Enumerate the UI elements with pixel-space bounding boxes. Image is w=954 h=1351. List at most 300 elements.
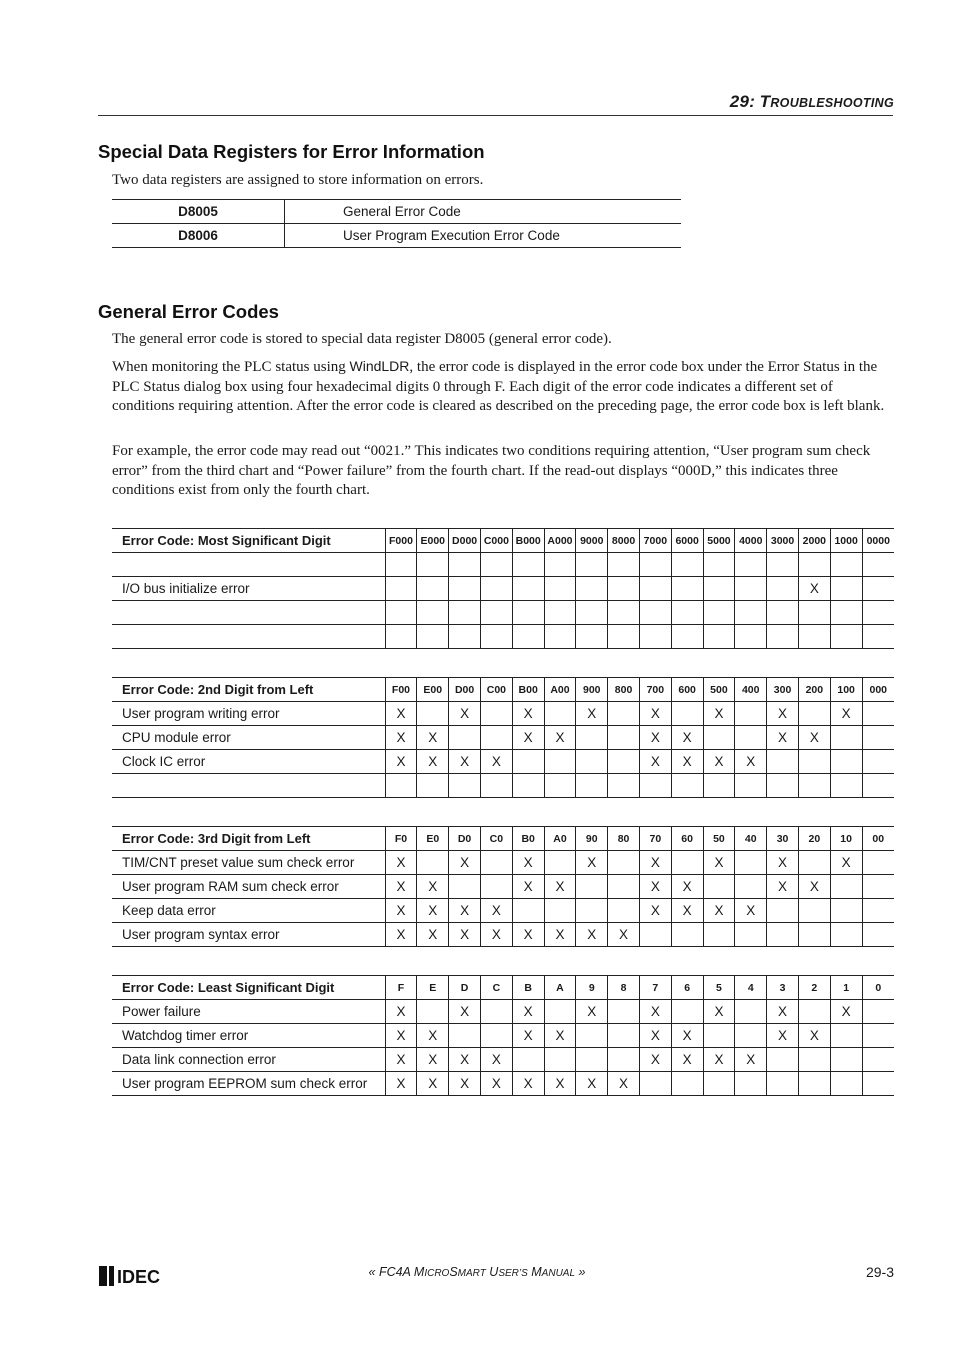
error-mark-cell [480,625,512,649]
table-header-row [112,827,894,851]
error-condition-label: Power failure [112,1000,385,1024]
column-header: 90 [576,827,608,851]
error-condition-label: User program RAM sum check error [112,875,385,899]
error-mark-cell: X [544,923,576,947]
error-mark-cell [767,923,799,947]
error-mark-cell: X [798,726,830,750]
table-row [112,1024,894,1048]
register-row [112,200,681,224]
table-row [112,774,894,798]
error-mark-cell: X [512,851,544,875]
error-mark-cell [767,1048,799,1072]
column-header: 3 [767,976,799,1000]
error-mark-cell [608,750,640,774]
error-mark-cell: X [480,750,512,774]
error-mark-cell [480,1000,512,1024]
error-mark-cell: X [798,875,830,899]
error-mark-cell [767,577,799,601]
column-header: 300 [767,678,799,702]
error-mark-cell: X [639,1000,671,1024]
error-mark-cell: X [480,1072,512,1096]
error-mark-cell: X [544,726,576,750]
error-mark-cell [544,702,576,726]
error-mark-cell [703,726,735,750]
error-mark-cell: X [703,702,735,726]
error-mark-cell [767,774,799,798]
column-header: C0 [480,827,512,851]
error-condition-label: User program syntax error [112,923,385,947]
error-mark-cell [608,1048,640,1072]
error-condition-label: Clock IC error [112,750,385,774]
column-header: E00 [417,678,449,702]
error-mark-cell [544,1000,576,1024]
error-mark-cell [480,851,512,875]
windldr-product-name: WindLDR [349,358,410,374]
error-mark-cell [449,1024,481,1048]
column-header: 4 [735,976,767,1000]
column-header: 3000 [767,529,799,553]
error-codes-paragraph-3: For example, the error code may read out “0021.” This indicates two conditions requiring attention, “User program sum check error” from the third chart and “Power failure” from the fourth chart. If the read-out displays “000D,” this indicates three conditions exist from only the fourth chart. [112,443,871,498]
section-heading-registers: Special Data Registers for Error Information [98,141,485,162]
error-mark-cell [639,601,671,625]
error-mark-cell: X [735,750,767,774]
error-mark-cell [512,553,544,577]
column-header: B000 [512,529,544,553]
error-mark-cell [798,702,830,726]
error-mark-cell: X [703,750,735,774]
error-mark-cell: X [576,923,608,947]
error-mark-cell: X [449,1000,481,1024]
error-mark-cell: X [512,1072,544,1096]
error-mark-cell [671,1000,703,1024]
error-mark-cell [671,625,703,649]
error-mark-cell [735,577,767,601]
error-condition-label: Data link connection error [112,1048,385,1072]
error-mark-cell: X [449,702,481,726]
error-mark-cell [862,875,894,899]
error-mark-cell [798,601,830,625]
error-mark-cell: X [512,1000,544,1024]
error-mark-cell: X [417,923,449,947]
error-mark-cell [639,577,671,601]
error-mark-cell: X [480,899,512,923]
error-mark-cell [767,1072,799,1096]
error-mark-cell [417,702,449,726]
error-mark-cell [798,1000,830,1024]
table-row [112,726,894,750]
error-mark-cell: X [417,726,449,750]
error-mark-cell: X [639,851,671,875]
error-mark-cell: X [385,1072,417,1096]
table-row [112,750,894,774]
error-mark-cell: X [798,1024,830,1048]
error-mark-cell: X [576,851,608,875]
error-condition-label: User program EEPROM sum check error [112,1072,385,1096]
column-header: 0 [862,976,894,1000]
error-mark-cell [639,774,671,798]
error-mark-cell [608,625,640,649]
error-mark-cell [735,1024,767,1048]
error-mark-cell [830,625,862,649]
error-mark-cell [798,923,830,947]
error-mark-cell [830,726,862,750]
error-mark-cell [862,702,894,726]
column-header: 9 [576,976,608,1000]
error-mark-cell [512,774,544,798]
error-mark-cell [735,601,767,625]
error-mark-cell [798,750,830,774]
error-mark-cell: X [417,1072,449,1096]
error-mark-cell [830,1024,862,1048]
error-condition-label: Keep data error [112,899,385,923]
error-mark-cell [608,875,640,899]
error-mark-cell [703,875,735,899]
column-header: 100 [830,678,862,702]
error-mark-cell [767,553,799,577]
error-mark-cell [385,774,417,798]
column-header: E000 [417,529,449,553]
error-mark-cell: X [576,1072,608,1096]
error-mark-cell [385,625,417,649]
column-header: C00 [480,678,512,702]
error-mark-cell: X [417,899,449,923]
error-mark-cell [608,726,640,750]
error-mark-cell: X [417,875,449,899]
error-mark-cell [608,553,640,577]
error-mark-cell [544,750,576,774]
error-mark-cell [798,553,830,577]
error-mark-cell: X [576,1000,608,1024]
error-mark-cell: X [671,899,703,923]
table-title: Error Code: Least Significant Digit [112,976,385,1000]
column-header: E [417,976,449,1000]
error-mark-cell [639,625,671,649]
error-mark-cell [576,625,608,649]
error-mark-cell: X [449,1072,481,1096]
error-mark-cell [480,726,512,750]
error-mark-cell [862,923,894,947]
error-mark-cell: X [703,851,735,875]
table-header-row [112,678,894,702]
error-mark-cell: X [480,1048,512,1072]
column-header: 20 [798,827,830,851]
table-row [112,702,894,726]
error-mark-cell [671,774,703,798]
error-mark-cell: X [703,1048,735,1072]
error-code-table [112,975,894,1096]
logo-text: IDEC [117,1267,161,1287]
error-mark-cell [735,923,767,947]
error-mark-cell [417,601,449,625]
error-mark-cell [830,923,862,947]
error-mark-cell [576,875,608,899]
error-mark-cell: X [639,875,671,899]
error-mark-cell [862,625,894,649]
column-header: F000 [385,529,417,553]
column-header: 2000 [798,529,830,553]
header-rule [98,115,893,116]
footer-sc2: MART [457,1268,486,1279]
error-mark-cell: X [798,577,830,601]
error-mark-cell [417,774,449,798]
error-mark-cell [703,923,735,947]
error-mark-cell [703,1072,735,1096]
error-mark-cell [544,899,576,923]
error-condition-label [112,774,385,798]
column-header: 30 [767,827,799,851]
error-mark-cell [608,702,640,726]
error-mark-cell: X [417,1024,449,1048]
column-header: 7 [639,976,671,1000]
error-mark-cell: X [767,875,799,899]
error-mark-cell [576,553,608,577]
error-mark-cell [417,625,449,649]
error-mark-cell [480,875,512,899]
error-mark-cell [767,601,799,625]
error-mark-cell [703,601,735,625]
error-mark-cell [735,702,767,726]
p2-after: , the error code is displayed in the error code box under the Error Status in the PLC Status dialog box using four hexadecimal digits 0 through F. Each digit of the error code indicates a different set of conditions requiring attention. After the error code is cleared as described on the preceding page, the error code box is left blank. [112,359,885,414]
error-mark-cell: X [671,750,703,774]
error-mark-cell [671,601,703,625]
column-header: 40 [735,827,767,851]
column-header: 0000 [862,529,894,553]
error-mark-cell: X [480,923,512,947]
column-header: 80 [608,827,640,851]
error-mark-cell: X [671,1024,703,1048]
error-mark-cell [735,726,767,750]
error-mark-cell [862,899,894,923]
column-header: 00 [862,827,894,851]
error-mark-cell: X [512,923,544,947]
footer-open: « FC4A M [368,1265,425,1279]
error-mark-cell [544,1048,576,1072]
error-mark-cell [449,774,481,798]
error-mark-cell [830,750,862,774]
error-mark-cell [735,553,767,577]
error-mark-cell [862,726,894,750]
error-mark-cell [703,577,735,601]
error-mark-cell: X [767,851,799,875]
column-header: 5 [703,976,735,1000]
column-header: 600 [671,678,703,702]
error-mark-cell [830,553,862,577]
register-id: D8005 [112,200,285,224]
error-mark-cell [608,1000,640,1024]
error-mark-cell [639,923,671,947]
error-mark-cell [798,625,830,649]
error-mark-cell [417,577,449,601]
error-mark-cell [830,875,862,899]
error-mark-cell [767,625,799,649]
error-mark-cell [576,1048,608,1072]
column-header: 000 [862,678,894,702]
error-mark-cell: X [544,1024,576,1048]
error-mark-cell: X [671,726,703,750]
error-mark-cell [830,899,862,923]
error-mark-cell: X [639,702,671,726]
section-heading-error-codes: General Error Codes [98,301,279,322]
table-row [112,899,894,923]
column-header: B [512,976,544,1000]
error-mark-cell [608,774,640,798]
table-row [112,851,894,875]
error-mark-cell: X [735,899,767,923]
error-mark-cell [576,577,608,601]
error-mark-cell [544,774,576,798]
error-mark-cell [385,577,417,601]
error-mark-cell: X [767,702,799,726]
column-header: 9000 [576,529,608,553]
footer-s: S [449,1265,458,1279]
error-mark-cell [417,851,449,875]
column-header: 900 [576,678,608,702]
footer-manual-title [0,1265,954,1279]
footer-u: U [485,1265,499,1279]
error-mark-cell [512,577,544,601]
error-mark-cell [671,923,703,947]
error-mark-cell [576,601,608,625]
error-mark-cell: X [449,923,481,947]
error-mark-cell [417,1000,449,1024]
error-condition-label [112,625,385,649]
error-mark-cell [798,851,830,875]
error-mark-cell: X [512,875,544,899]
error-mark-cell: X [639,726,671,750]
p2-before: When monitoring the PLC status using [112,359,350,375]
error-mark-cell [608,899,640,923]
column-header: 2 [798,976,830,1000]
error-mark-cell: X [385,1048,417,1072]
error-mark-cell: X [639,1024,671,1048]
error-mark-cell [798,1072,830,1096]
error-mark-cell [671,851,703,875]
error-mark-cell: X [512,1024,544,1048]
error-mark-cell [830,774,862,798]
error-mark-cell: X [608,1072,640,1096]
error-mark-cell [385,553,417,577]
error-mark-cell [480,553,512,577]
column-header: 50 [703,827,735,851]
footer-close: » [575,1265,586,1279]
register-table [112,199,681,248]
error-mark-cell [449,577,481,601]
error-mark-cell [449,875,481,899]
error-mark-cell: X [830,702,862,726]
register-description: User Program Execution Error Code [285,224,682,248]
column-header: B00 [512,678,544,702]
error-mark-cell: X [639,750,671,774]
error-mark-cell: X [449,851,481,875]
error-mark-cell [512,750,544,774]
table-row [112,577,894,601]
footer-sc4: ANUAL [541,1268,576,1279]
error-mark-cell [830,1048,862,1072]
error-mark-cell [480,1024,512,1048]
column-header: 60 [671,827,703,851]
page-number: 29-3 [865,1264,894,1280]
error-mark-cell [544,625,576,649]
error-mark-cell [576,899,608,923]
table-header-row [112,529,894,553]
error-condition-label: CPU module error [112,726,385,750]
error-mark-cell: X [671,875,703,899]
error-code-table [112,677,894,798]
error-mark-cell [544,601,576,625]
error-mark-cell: X [735,1048,767,1072]
error-mark-cell [862,577,894,601]
error-mark-cell: X [639,1048,671,1072]
error-mark-cell [544,851,576,875]
table-row [112,553,894,577]
error-mark-cell [703,774,735,798]
error-mark-cell [798,899,830,923]
table-row [112,601,894,625]
table-row [112,1000,894,1024]
error-mark-cell [862,601,894,625]
error-mark-cell: X [385,750,417,774]
column-header: 1000 [830,529,862,553]
error-mark-cell: X [385,702,417,726]
registers-intro: Two data registers are assigned to store information on errors. [112,172,484,188]
error-mark-cell [830,577,862,601]
column-header: F00 [385,678,417,702]
error-mark-cell [449,601,481,625]
error-mark-cell [480,702,512,726]
column-header: B0 [512,827,544,851]
error-codes-paragraph-1: The general error code is stored to special data register D8005 (general error code). [112,331,612,347]
column-header: A [544,976,576,1000]
error-mark-cell: X [544,875,576,899]
error-mark-cell: X [449,750,481,774]
error-mark-cell [512,1048,544,1072]
error-mark-cell [735,774,767,798]
error-mark-cell [862,750,894,774]
column-header: F [385,976,417,1000]
error-mark-cell: X [671,1048,703,1072]
chapter-number: 29: [729,92,756,111]
column-header: C000 [480,529,512,553]
column-header: D0 [449,827,481,851]
column-header: 10 [830,827,862,851]
error-mark-cell: X [703,1000,735,1024]
error-mark-cell [798,1048,830,1072]
error-mark-cell [767,899,799,923]
error-mark-cell [544,553,576,577]
error-mark-cell: X [385,875,417,899]
error-mark-cell [767,750,799,774]
error-mark-cell [480,601,512,625]
error-mark-cell: X [608,923,640,947]
error-mark-cell: X [767,1000,799,1024]
error-mark-cell [608,1024,640,1048]
table-title: Error Code: 3rd Digit from Left [112,827,385,851]
error-mark-cell [798,774,830,798]
footer-m: M [527,1265,542,1279]
error-mark-cell [703,625,735,649]
column-header: A0 [544,827,576,851]
error-code-table [112,528,894,649]
error-mark-cell [512,899,544,923]
error-mark-cell [671,1072,703,1096]
column-header: E0 [417,827,449,851]
error-mark-cell: X [449,1048,481,1072]
error-mark-cell [608,851,640,875]
error-mark-cell [576,1024,608,1048]
error-mark-cell: X [703,899,735,923]
error-mark-cell: X [385,1000,417,1024]
error-codes-paragraph-2 [112,357,892,417]
